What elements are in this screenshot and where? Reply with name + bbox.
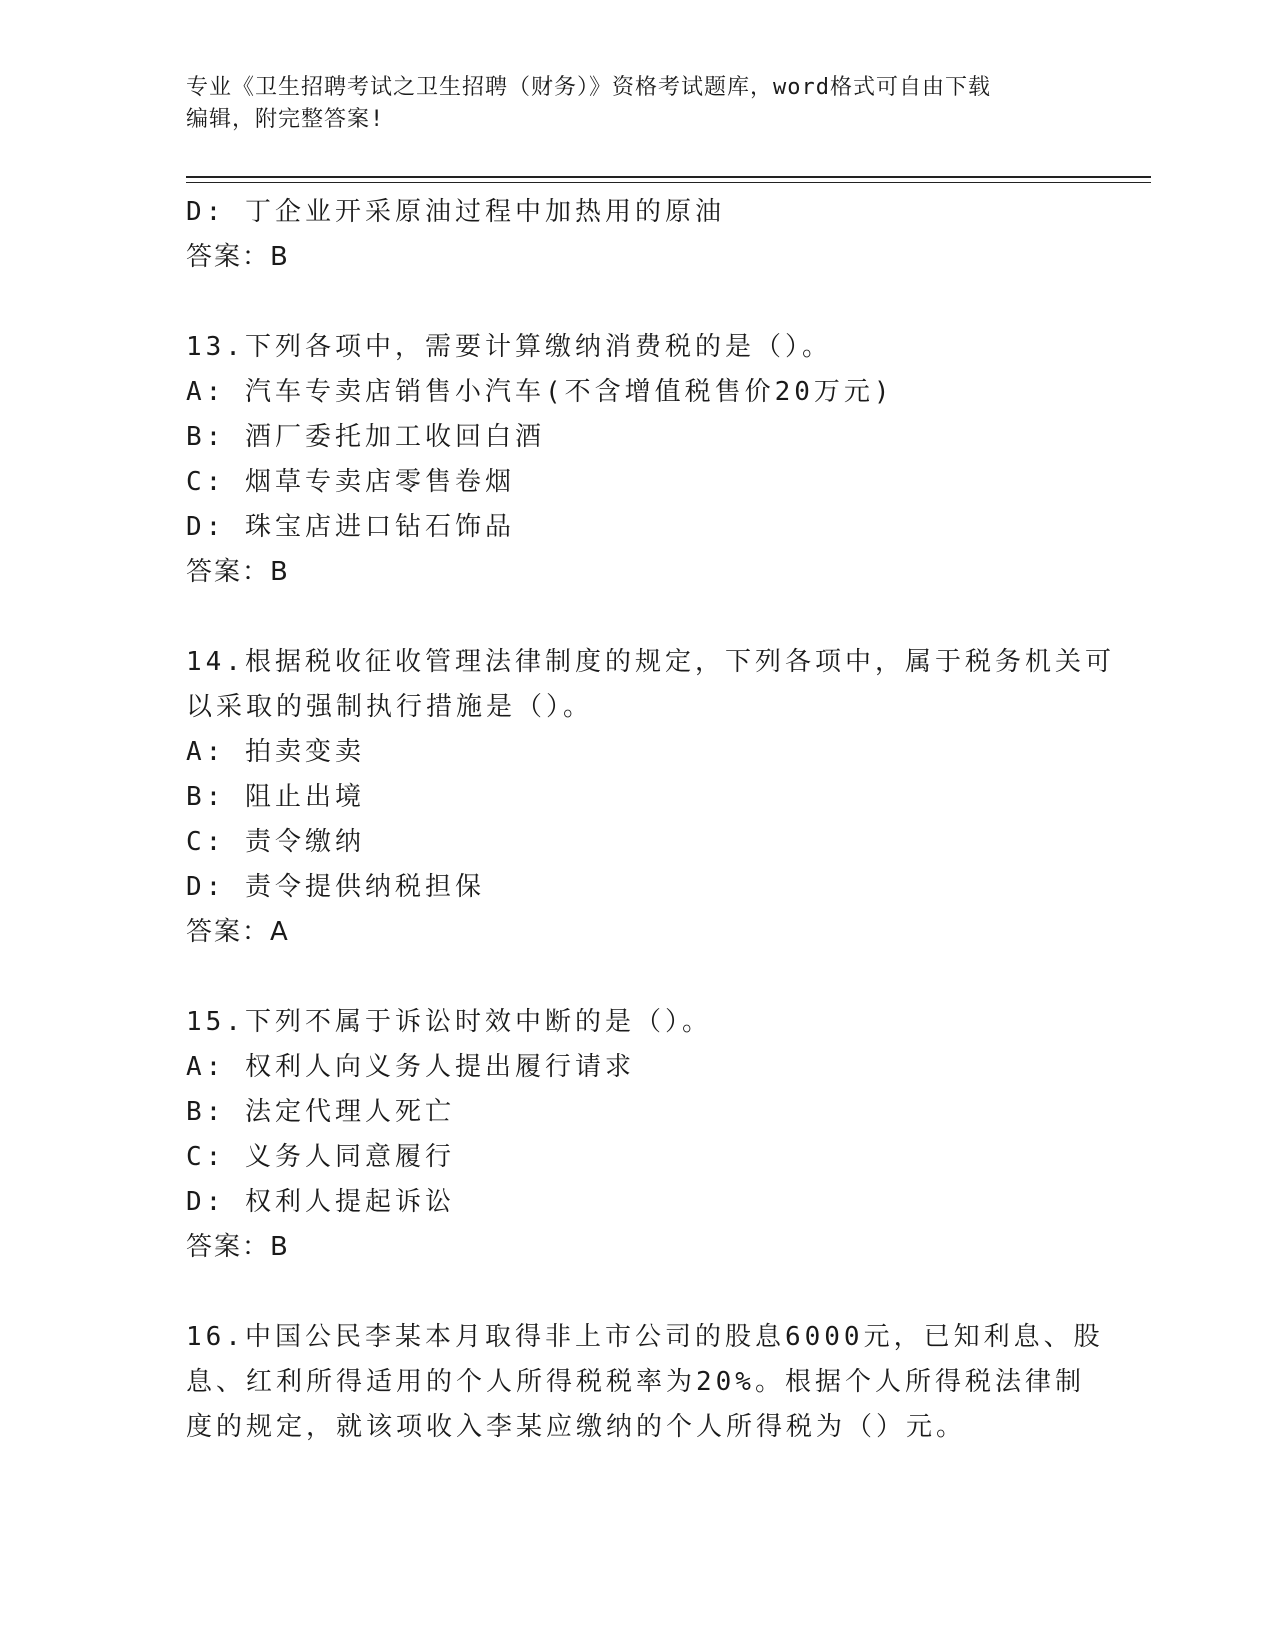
option-c: C: 烟草专卖店零售卷烟 — [186, 467, 515, 497]
answer: 答案：A — [186, 917, 290, 947]
option-d: D: 权利人提起诉讼 — [186, 1187, 455, 1217]
question-13 — [186, 325, 1086, 595]
header-line-2: 编辑，附完整答案! — [186, 107, 385, 132]
header-line-1: 专业《卫生招聘考试之卫生招聘（财务）》资格考试题库，word格式可自由下载 — [186, 75, 991, 100]
answer: 答案：B — [186, 242, 290, 272]
question-12-tail — [186, 190, 1086, 280]
question-14 — [186, 640, 1115, 955]
option-a: A: 汽车专卖店销售小汽车(不含增值税售价20万元) — [186, 377, 894, 407]
option-c: C: 义务人同意履行 — [186, 1142, 455, 1172]
question-stem: 15.下列不属于诉讼时效中断的是（）。 — [186, 1007, 712, 1037]
option-b: B: 阻止出境 — [186, 782, 365, 812]
option-b: B: 酒厂委托加工收回白酒 — [186, 422, 545, 452]
question-stem-line-1: 14.根据税收征收管理法律制度的规定，下列各项中，属于税务机关可 — [186, 647, 1115, 677]
option-d: D: 珠宝店进口钻石饰品 — [186, 512, 515, 542]
option-b: B: 法定代理人死亡 — [186, 1097, 455, 1127]
header-divider-thick — [186, 176, 1151, 178]
document-body — [186, 190, 1115, 1450]
question-stem-line-3: 度的规定，就该项收入李某应缴纳的个人所得税为（）元。 — [186, 1412, 967, 1442]
answer: 答案：B — [186, 557, 290, 587]
question-16 — [186, 1315, 1104, 1450]
question-stem-line-2: 息、红利所得适用的个人所得税税率为20%。根据个人所得税法律制 — [186, 1367, 1085, 1397]
option-d: D: 丁企业开采原油过程中加热用的原油 — [186, 197, 725, 227]
header-divider-thin — [186, 182, 1151, 183]
option-a: A: 权利人向义务人提出履行请求 — [186, 1052, 635, 1082]
question-15 — [186, 1000, 1086, 1270]
question-stem-line-2: 以采取的强制执行措施是（）。 — [186, 692, 594, 722]
page-header — [186, 72, 1066, 136]
option-d: D: 责令提供纳税担保 — [186, 872, 485, 902]
question-stem-line-1: 16.中国公民李某本月取得非上市公司的股息6000元，已知利息、股 — [186, 1322, 1104, 1352]
question-stem: 13.下列各项中，需要计算缴纳消费税的是（）。 — [186, 332, 832, 362]
option-a: A: 拍卖变卖 — [186, 737, 365, 767]
option-c: C: 责令缴纳 — [186, 827, 365, 857]
answer: 答案：B — [186, 1232, 290, 1262]
